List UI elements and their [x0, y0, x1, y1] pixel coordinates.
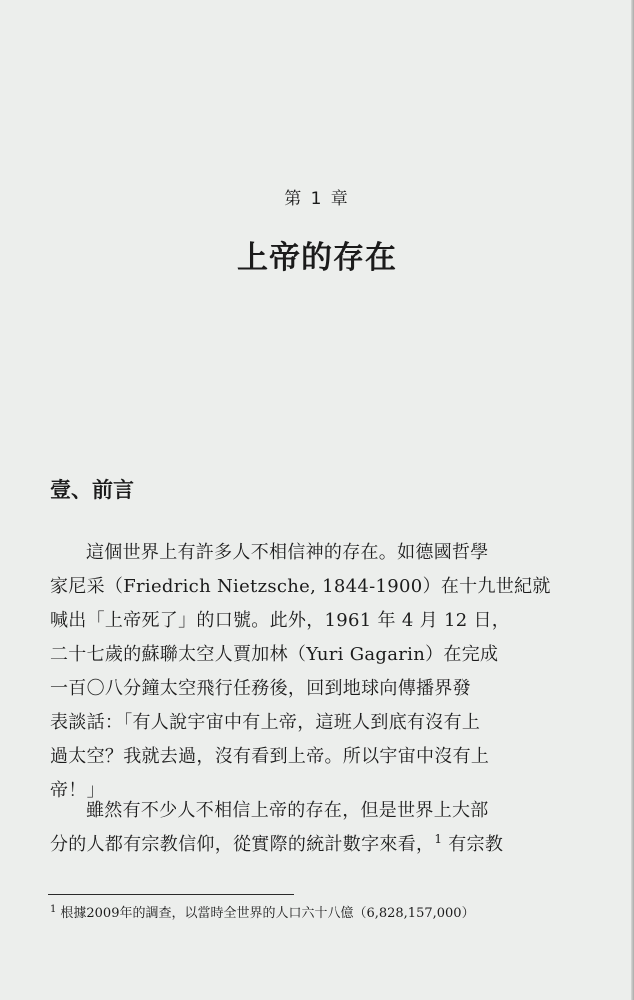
text-line: 二十七歲的蘇聯太空人賈加林（Yuri Gagarin）在完成	[50, 644, 499, 665]
section-heading: 壹、前言	[50, 478, 134, 502]
text-line: 一百〇八分鐘太空飛行任務後，回到地球向傳播界發	[50, 678, 471, 699]
footnote	[50, 902, 570, 921]
text-line: 家尼采（Friedrich Nietzsche, 1844-1900）在十九世紀就	[50, 576, 551, 597]
text-line: 帝！」	[50, 780, 105, 801]
text-line: 這個世界上有許多人不相信神的存在。如德國哲學	[86, 542, 489, 563]
footnote-reference: 1	[434, 832, 443, 846]
footnote-divider	[48, 894, 294, 895]
text-line: 表談話：「有人說宇宙中有上帝，這班人到底有沒有上	[50, 712, 481, 733]
text-line: 喊出「上帝死了」的口號。此外，1961 年 4 月 12 日，	[50, 610, 511, 631]
chapter-title: 上帝的存在	[237, 240, 397, 276]
paragraph-intro	[50, 536, 558, 808]
chapter-label: 第 1 章	[284, 189, 350, 209]
text-line: 雖然有不少人不相信上帝的存在，但是世界上大部	[86, 800, 489, 821]
footnote-number: 1	[50, 903, 57, 915]
paragraph-statistics	[50, 794, 558, 862]
text-line	[50, 828, 558, 862]
text-segment: 分的人都有宗教信仰，從實際的統計數字來看，	[50, 834, 435, 855]
footnote-text: 根據2009年的調查，以當時全世界的人口六十八億（6,828,157,000）	[60, 906, 475, 921]
text-segment: 有宗教	[442, 834, 504, 855]
text-line: 過太空？我就去過，沒有看到上帝。所以宇宙中沒有上	[50, 746, 490, 767]
